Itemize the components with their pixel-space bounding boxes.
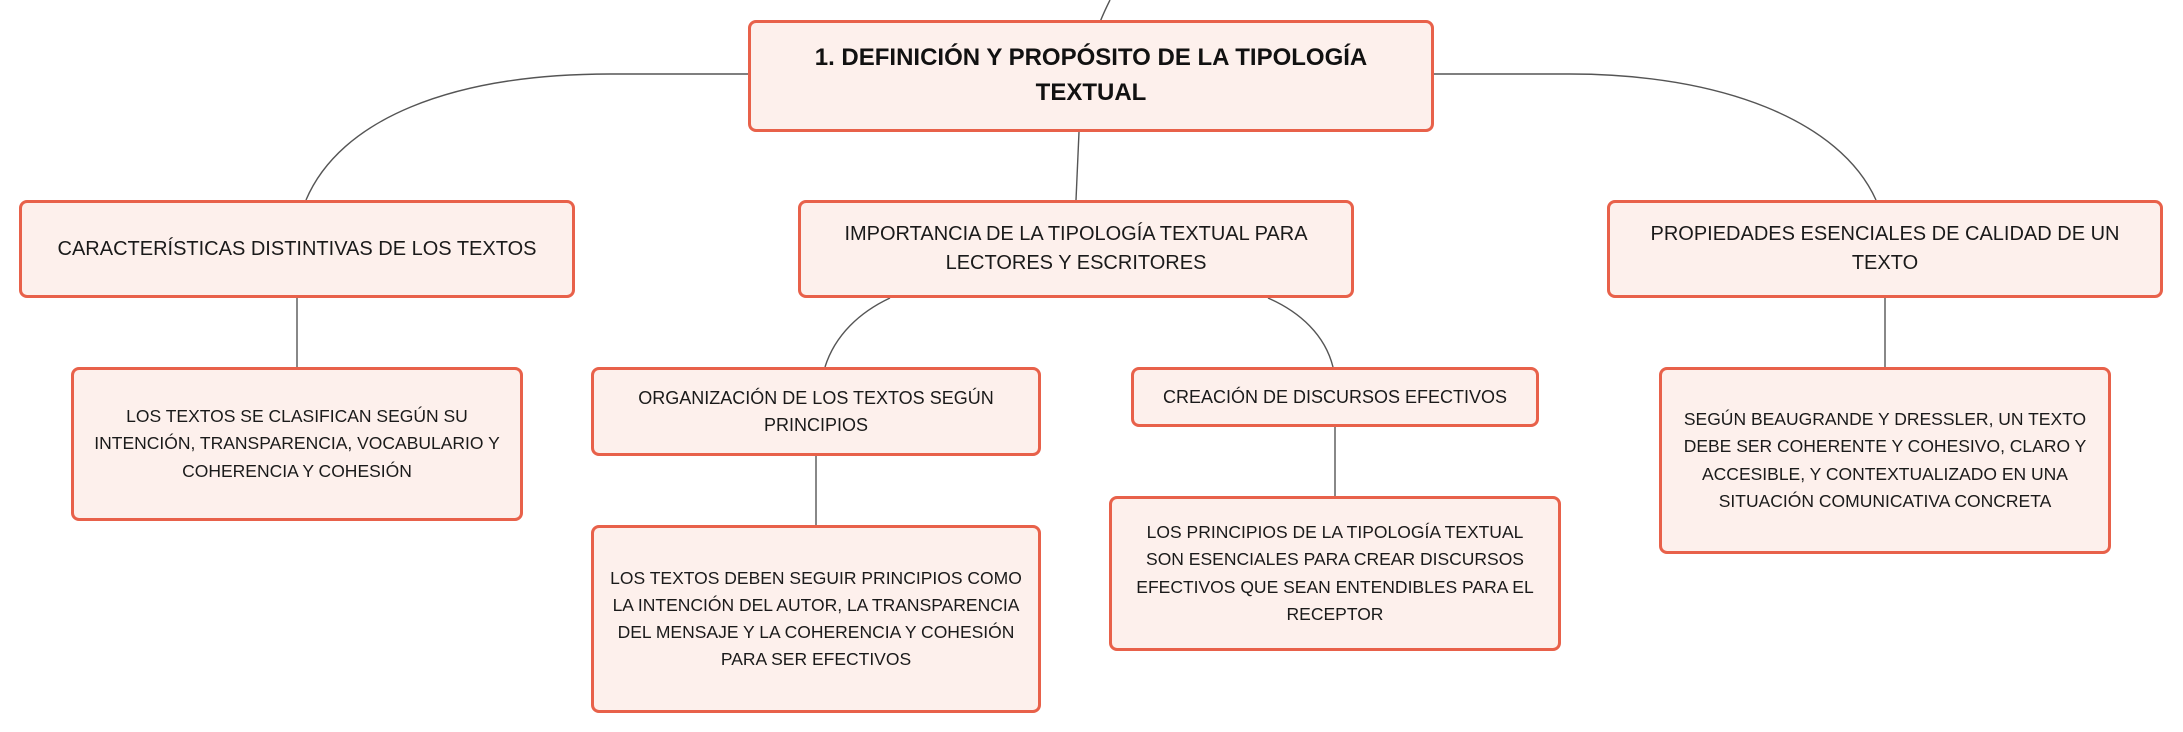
leaf-organization-detail[interactable]: [591, 525, 1041, 713]
connector-root-left-branch: [306, 74, 750, 200]
branch-importance[interactable]: [798, 200, 1354, 298]
subtopic-creation[interactable]: [1131, 367, 1539, 427]
subtopic-organization[interactable]: [591, 367, 1041, 456]
subtopic-creation-label: CREACIÓN DE DISCURSOS EFECTIVOS: [1162, 386, 1508, 407]
connector-root-center-branch: [1076, 132, 1079, 200]
connector-root-right-branch: [1434, 74, 1876, 200]
connector-center-organization: [825, 298, 890, 367]
branch-characteristics[interactable]: [19, 200, 575, 298]
leaf-characteristics-detail[interactable]: [71, 367, 523, 521]
branch-properties-label: PROPIEDADES ESENCIALES DE CALIDAD DE UN TEXTO: [1650, 223, 2120, 274]
root-topic[interactable]: [748, 20, 1434, 132]
leaf-organization-detail-label: LOS TEXTOS DEBEN SEGUIR PRINCIPIOS COMO LA INTENCIÓN DEL AUTOR, LA TRANSPARENCIA DEL MENSAJE Y LA COHERENCIA Y COHESIÓN PARA SER EFECTIVOS: [610, 567, 1022, 670]
leaf-creation-detail-label: LOS PRINCIPIOS DE LA TIPOLOGÍA TEXTUAL SON ESENCIALES PARA CREAR DISCURSOS EFECTIVOS QUE SEAN ENTENDIBLES PARA EL RECEPTOR: [1136, 522, 1534, 624]
branch-properties[interactable]: [1607, 200, 2163, 298]
connector-root-parent: [1100, 0, 1110, 22]
subtopic-organization-label: ORGANIZACIÓN DE LOS TEXTOS SEGÚN PRINCIPIOS: [638, 388, 994, 435]
root-topic-label: 1. DEFINICIÓN Y PROPÓSITO DE LA TIPOLOGÍA TEXTUAL: [814, 44, 1368, 106]
leaf-right-detail-label: SEGÚN BEAUGRANDE Y DRESSLER, UN TEXTO DEBE SER COHERENTE Y COHESIVO, CLARO Y ACCESIBLE, Y CONTEXTUALIZADO EN UNA SITUACIÓN COMUNICATIVA CONCRETA: [1683, 409, 2087, 511]
leaf-creation-detail[interactable]: [1109, 496, 1561, 651]
branch-importance-label: IMPORTANCIA DE LA TIPOLOGÍA TEXTUAL PARA LECTORES Y ESCRITORES: [844, 223, 1308, 274]
leaf-characteristics-detail-label: LOS TEXTOS SE CLASIFICAN SEGÚN SU INTENCIÓN, TRANSPARENCIA, VOCABULARIO Y COHERENCIA Y COHESIÓN: [94, 406, 500, 481]
leaf-right-detail[interactable]: [1659, 367, 2111, 554]
connector-center-creation: [1268, 298, 1333, 367]
branch-characteristics-label: CARACTERÍSTICAS DISTINTIVAS DE LOS TEXTOS: [57, 237, 537, 260]
